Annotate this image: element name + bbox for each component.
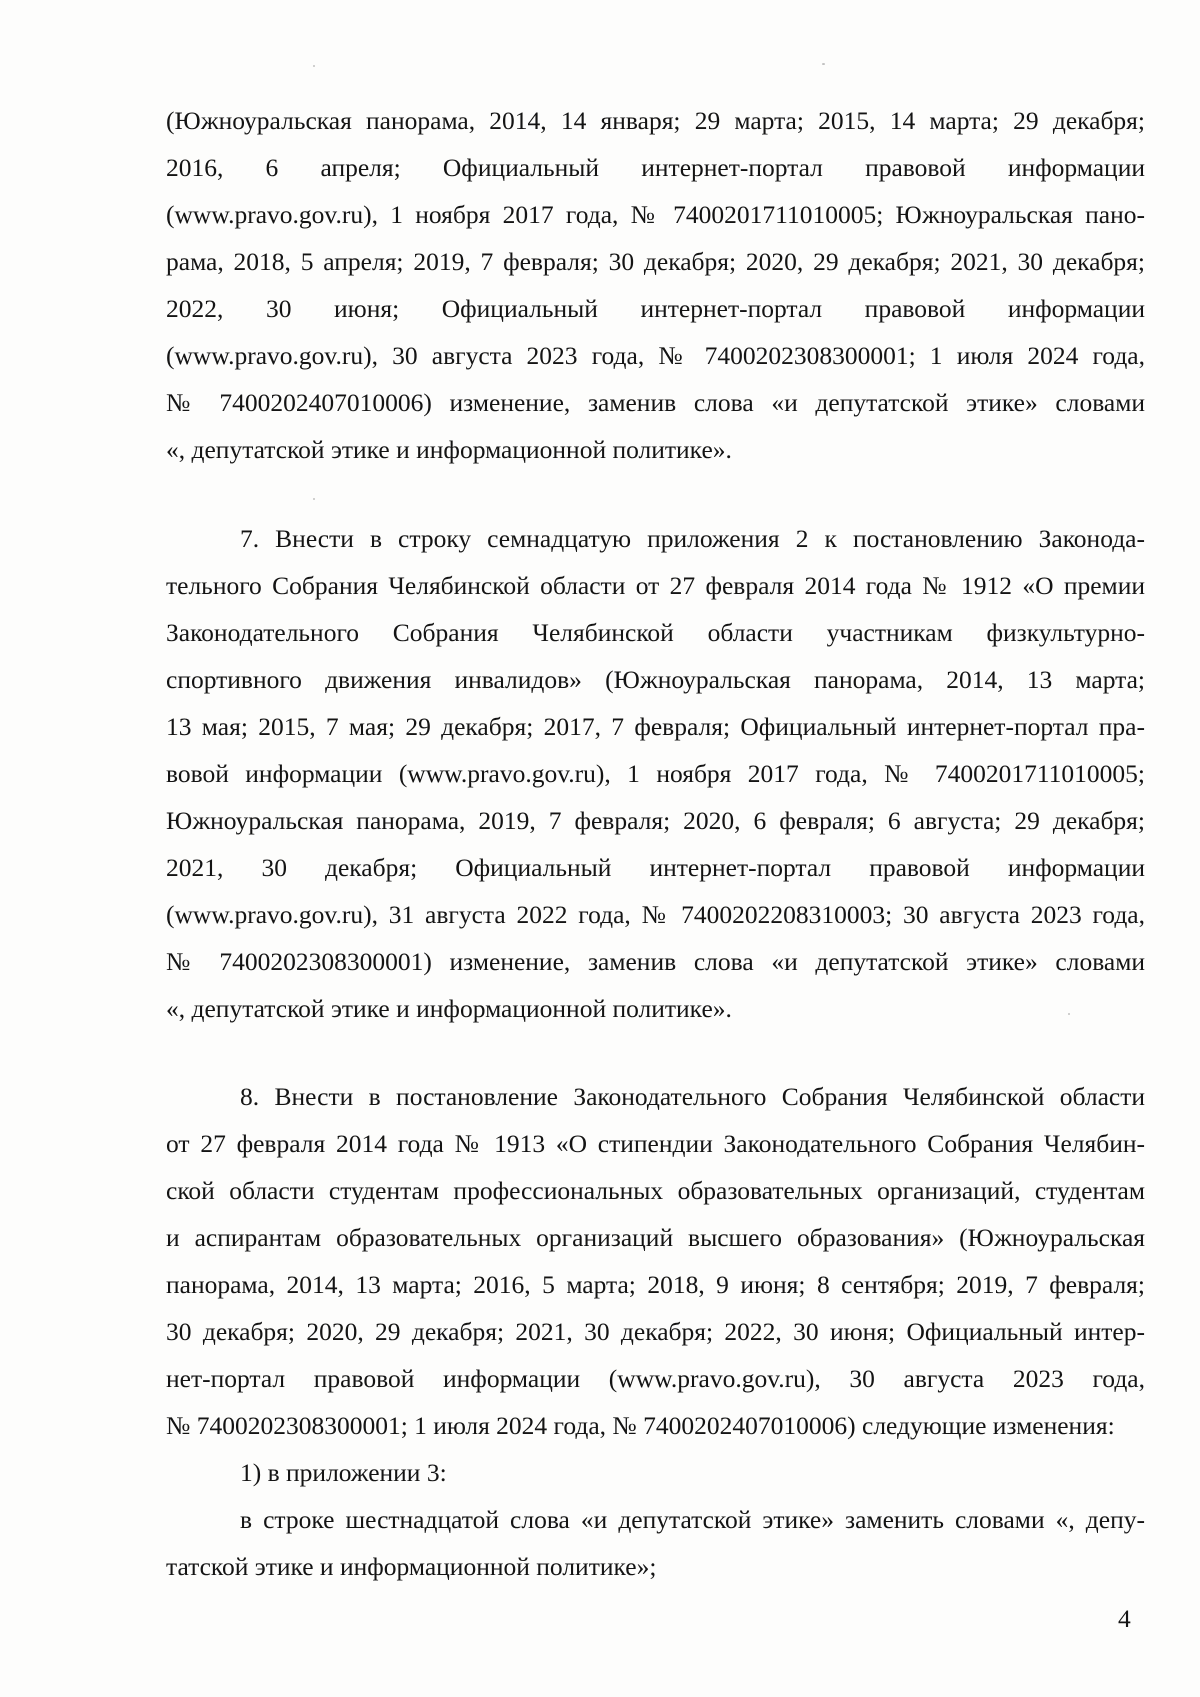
paragraph-item-8: [166, 1073, 1145, 1449]
text-line: 7. Внести в строку семнадцатую приложения 2 к постановлению Законода-: [240, 524, 1145, 553]
scan-speck: [822, 63, 825, 65]
text-line: татской этике и информационной политике»;: [166, 1552, 657, 1581]
text-line: 2016, 6 апреля; Официальный интернет-портал правовой информации: [166, 153, 1145, 182]
text-line: вовой информации (www.pravo.gov.ru), 1 ноября 2017 года, № 7400201711010005;: [166, 759, 1145, 788]
text-line: (www.pravo.gov.ru), 30 августа 2023 года, № 7400202308300001; 1 июля 2024 года,: [166, 341, 1145, 370]
text-line: 2021, 30 декабря; Официальный интернет-портал правовой информации: [166, 853, 1145, 882]
scan-speck: [313, 498, 315, 500]
text-line: 8. Внести в постановление Законодательного Собрания Челябинской области: [240, 1082, 1145, 1111]
text-line: ской области студентам профессиональных образовательных организаций, студентам: [166, 1176, 1145, 1205]
page-number: 4: [1118, 1604, 1131, 1633]
text-line: и аспирантам образовательных организаций высшего образования» (Южноуральская: [166, 1223, 1145, 1252]
paragraph-subitem-1: [166, 1449, 1145, 1496]
text-line: «, депутатской этике и информационной политике».: [166, 994, 732, 1023]
text-line: № 7400202308300001; 1 июля 2024 года, № 7400202407010006) следующие изменения:: [166, 1411, 1115, 1440]
paragraph-continuation: [166, 97, 1145, 473]
text-line: от 27 февраля 2014 года № 1913 «О стипендии Законодательного Собрания Челябин-: [166, 1129, 1145, 1158]
text-line: 13 мая; 2015, 7 мая; 29 декабря; 2017, 7 февраля; Официальный интернет-портал пра-: [166, 712, 1145, 741]
paragraph-subitem-1-text: [166, 1496, 1145, 1590]
paragraph-item-7: [166, 515, 1145, 1032]
text-line: № 7400202308300001) изменение, заменив слова «и депутатской этике» словами: [166, 947, 1145, 976]
scan-speck: [313, 65, 315, 67]
text-line: спортивного движения инвалидов» (Южноуральская панорама, 2014, 13 марта;: [166, 665, 1145, 694]
text-line: Южноуральская панорама, 2019, 7 февраля; 2020, 6 февраля; 6 августа; 29 декабря;: [166, 806, 1145, 835]
text-line: Законодательного Собрания Челябинской области участникам физкультурно-: [166, 618, 1145, 647]
text-line: тельного Собрания Челябинской области от 27 февраля 2014 года № 1912 «О премии: [166, 571, 1145, 600]
text-line: 2022, 30 июня; Официальный интернет-портал правовой информации: [166, 294, 1145, 323]
text-line: 30 декабря; 2020, 29 декабря; 2021, 30 декабря; 2022, 30 июня; Официальный интер-: [166, 1317, 1145, 1346]
text-line: нет-портал правовой информации (www.pravo.gov.ru), 30 августа 2023 года,: [166, 1364, 1145, 1393]
text-line: № 7400202407010006) изменение, заменив слова «и депутатской этике» словами: [166, 388, 1145, 417]
text-line: рама, 2018, 5 апреля; 2019, 7 февраля; 30 декабря; 2020, 29 декабря; 2021, 30 декабря;: [166, 247, 1145, 276]
text-line: в строке шестнадцатой слова «и депутатской этике» заменить словами «, депу-: [240, 1505, 1145, 1534]
text-line: 1) в приложении 3:: [240, 1458, 447, 1487]
text-line: (www.pravo.gov.ru), 1 ноября 2017 года, № 7400201711010005; Южноуральская пано-: [166, 200, 1145, 229]
text-line: (Южноуральская панорама, 2014, 14 января; 29 марта; 2015, 14 марта; 29 декабря;: [166, 106, 1145, 135]
text-line: панорама, 2014, 13 марта; 2016, 5 марта; 2018, 9 июня; 8 сентября; 2019, 7 февраля;: [166, 1270, 1145, 1299]
text-line: «, депутатской этике и информационной политике».: [166, 435, 732, 464]
text-line: (www.pravo.gov.ru), 31 августа 2022 года, № 7400202208310003; 30 августа 2023 года,: [166, 900, 1145, 929]
